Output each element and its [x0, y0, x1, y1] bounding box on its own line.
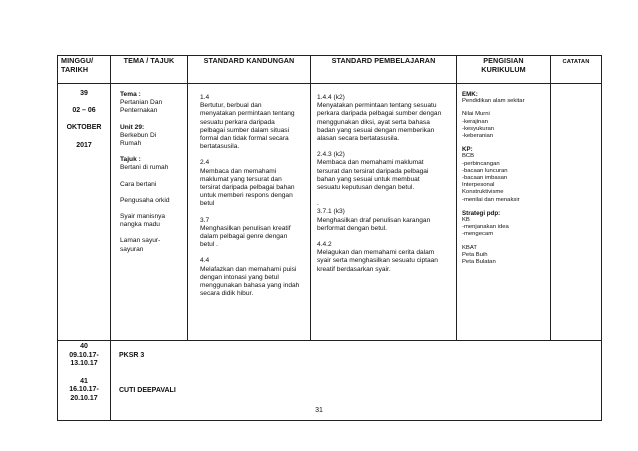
event-cuti: CUTI DEEPAVALI: [119, 386, 176, 394]
kp-item: Konstruktivisme: [462, 189, 504, 196]
sp-line: perkara daripada pelbagai sumber dengan: [317, 110, 442, 118]
sk-line: betul: [200, 200, 215, 208]
kp-item: -menilai dan menaksir: [462, 196, 520, 203]
sk-line: menggunakan bahasa yang indah: [200, 282, 300, 290]
sp-line: syair serta menghasilkan sesuatu ciptaan: [317, 257, 438, 265]
strategi-label: Strategi pdp:: [462, 209, 501, 217]
kbat-item: Peta Bulatan: [462, 259, 496, 266]
tajuk-item: Syair manisnya: [120, 213, 166, 221]
tajuk-item: nangka madu: [120, 221, 160, 229]
kp-label: KP:: [462, 146, 473, 154]
header-row: [58, 56, 602, 84]
strategi-item: -mengecam: [462, 231, 494, 238]
tema-text: Penternakan: [120, 107, 158, 115]
sp-line: Membaca dan memahami maklumat: [317, 159, 424, 167]
sk-line: betul .: [200, 241, 218, 249]
standard-pembelajaran-cell: [311, 84, 457, 341]
kbat-item: Peta Buih: [462, 251, 488, 258]
event-pksr: PKSR 3: [119, 352, 145, 359]
tema-text: Pertanian Dan: [120, 99, 163, 107]
header-minggu: MINGGU/ TARIKH: [58, 56, 111, 84]
tajuk-item: sayuran: [120, 245, 144, 253]
sp-code: 3.7.1 (k3): [317, 208, 345, 216]
minggu-cell: [58, 84, 111, 341]
sp-line: alasan secara bertatasusila.: [317, 135, 400, 143]
sk-line: sesuatu perkara daripada: [200, 118, 275, 126]
sp-line: Melagukan dan memahami cerita dalam: [317, 249, 435, 257]
date-range: 16.10.17-: [69, 386, 99, 394]
tema-cell: [111, 84, 188, 341]
header-tema: TEMA / TAJUK: [111, 56, 188, 84]
sk-line: Melafazkan dan memahami puisi: [200, 265, 297, 273]
unit-text: Berkebun Di: [120, 131, 157, 139]
sk-line: pelbagai sumber dalam situasi: [200, 126, 290, 134]
strategi-item: -menjanakan idea: [462, 224, 509, 231]
sk-code: 1.4: [200, 94, 210, 101]
emk-label: EMK:: [462, 91, 478, 98]
header-pengisian: PENGISIAN KURIKULUM: [457, 56, 551, 84]
header-standard-pembelajaran: STANDARD PEMBELAJARAN: [311, 56, 457, 84]
kp-item: -bacaan imbasan: [462, 175, 508, 182]
sk-line: Bertutur, berbual dan: [200, 102, 262, 110]
year: 2017: [76, 141, 92, 149]
sp-line: Menghasilkan draf penulisan karangan: [317, 216, 431, 224]
sp-dot: .: [317, 200, 319, 208]
page-number: 31: [315, 407, 323, 414]
tajuk-item: Bertani di rumah: [120, 164, 169, 172]
sk-line: Membaca dan memahami: [200, 167, 277, 175]
nilai-item: -kerajinan: [462, 118, 488, 125]
sk-line: bertatasusila.: [200, 143, 240, 151]
sp-line: bahan yang sesuai untuk membuat: [317, 175, 420, 183]
sk-code: 3.7: [200, 216, 210, 224]
kp-item: Interpesonal: [462, 182, 495, 189]
kp-item: BCB: [462, 153, 475, 160]
sk-line: untuk memberi respons dengan: [200, 192, 293, 200]
sp-line: Menyatakan permintaan tentang sesuatu: [317, 102, 437, 110]
sp-line: berformat dengan betul.: [317, 224, 388, 232]
catatan-cell: [551, 84, 602, 341]
month: OKTOBER: [66, 124, 102, 132]
tema-label: Tema :: [120, 91, 141, 98]
nilai-item: Nilai Murni: [462, 111, 490, 118]
kbat-item: KBAT: [462, 244, 477, 251]
kp-item: -perbincangan: [462, 160, 500, 167]
nilai-item: -kesyukuran: [462, 125, 495, 132]
sp-line: tersurat dan tersirat daripada pelbagai: [317, 167, 429, 175]
sk-code: 2.4: [200, 159, 210, 167]
header-standard-kandungan: STANDARD KANDUNGAN: [188, 56, 311, 84]
tajuk-label: Tajuk :: [120, 156, 141, 164]
sp-line: sesuatu keputusan dengan betul.: [317, 184, 415, 192]
week-number: 40: [80, 343, 88, 350]
lesson-plan-table: [57, 55, 602, 421]
sp-line: kreatif berdasarkan syair.: [317, 265, 391, 273]
sk-line: tersirat daripada pelbagai bahan: [200, 184, 295, 192]
tajuk-item: Pengusaha orkid: [120, 196, 170, 204]
date-range: 13.10.17: [70, 360, 98, 368]
kp-item: -bacaan luncuran: [462, 167, 508, 174]
week-39-row: [58, 84, 602, 341]
sp-code: 1.4.4 (k2): [317, 94, 345, 101]
nilai-item: -keberanian: [462, 133, 494, 140]
unit-text: Rumah: [120, 140, 142, 148]
week-number: 39: [80, 90, 88, 97]
date-range: 09.10.17-: [69, 351, 99, 359]
sp-code: 4.4.2: [317, 241, 332, 249]
sp-line: badan yang sesuai dengan memberikan: [317, 126, 435, 134]
sk-line: formal dan tidak formal secara: [200, 135, 289, 143]
standard-kandungan-cell: [188, 84, 311, 341]
tajuk-item: Laman sayur-: [120, 237, 161, 245]
sp-line: menggunakan diksi, ayat serta bahasa: [317, 118, 430, 126]
sk-line: secara didik hibur.: [200, 290, 254, 298]
date-range: 20.10.17: [70, 394, 98, 402]
strategi-item: KB: [462, 217, 470, 224]
header-catatan: CATATAN: [551, 56, 602, 84]
sk-line: maklumat yang tersurat dan: [200, 175, 282, 183]
sk-line: Menghasilkan penulisan kreatif: [200, 224, 291, 232]
unit-label: Unit 29:: [120, 123, 145, 131]
pengisian-kurikulum-cell: [457, 84, 551, 341]
sk-line: dengan intonasi yang betul: [200, 273, 279, 281]
sk-line: menyatakan permintaan tentang: [200, 110, 295, 118]
sk-line: dalam pelbagai genre dengan: [200, 233, 288, 241]
sp-code: 2.4.3 (k2): [317, 151, 345, 159]
sk-code: 4.4: [200, 257, 210, 265]
week-number: 41: [80, 377, 88, 385]
emk-item: Pendidikan alam sekitar: [462, 98, 525, 105]
tajuk-item: Cara bertani: [120, 180, 157, 188]
date-range: 02 – 06: [72, 107, 96, 115]
